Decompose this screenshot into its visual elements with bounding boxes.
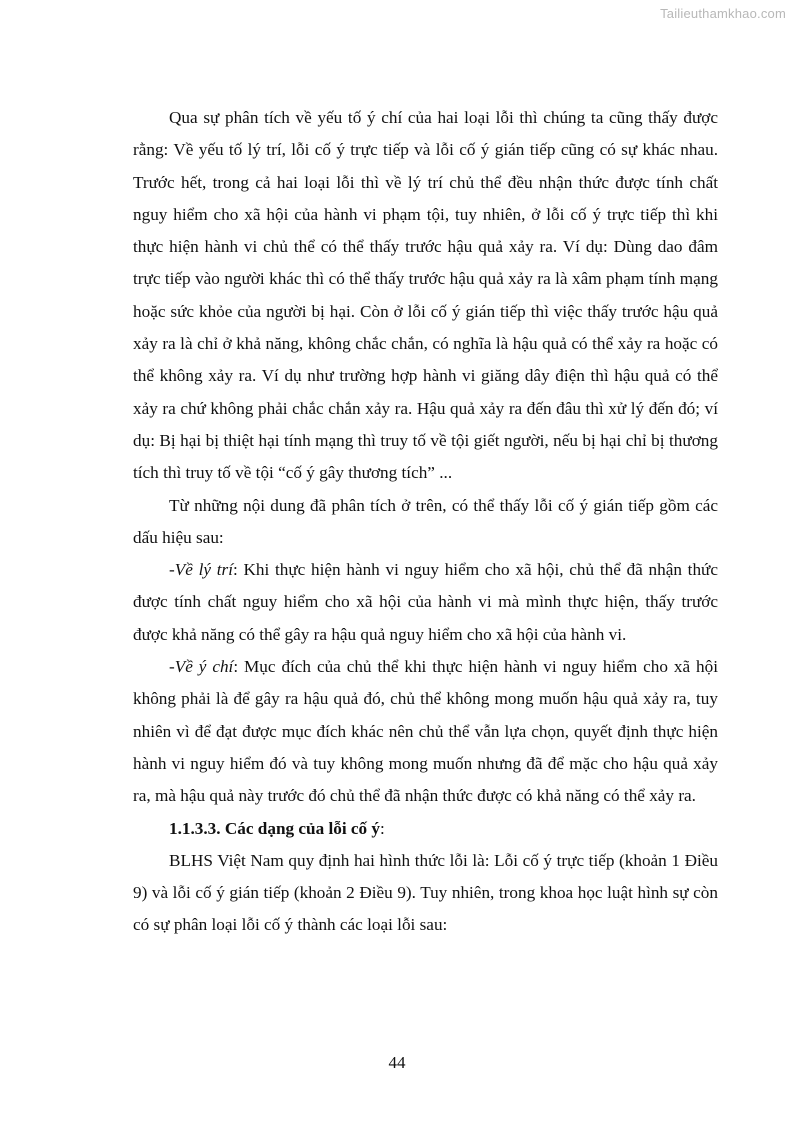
list-item-ly-tri <box>133 554 718 651</box>
section-heading <box>133 813 718 845</box>
list-item-y-chi <box>133 651 718 812</box>
watermark: Tailieuthamkhao.com <box>660 6 786 21</box>
list-item-label: Về ý chí <box>174 657 234 677</box>
list-item-prefix: - <box>169 560 175 580</box>
paragraph-closing: BLHS Việt Nam quy định hai hình thức lỗi là: Lỗi cố ý trực tiếp (khoản 1 Điều 9) và lỗi cố ý gián tiếp (khoản 2 Điều 9). Tuy nhiên, trong khoa học luật hình sự còn có sự phân loại lỗi cố ý thành các loại lỗi sau: <box>133 850 718 935</box>
list-item-text: : Khi thực hiện hành vi nguy hiểm cho xã hội, chủ thể đã nhận thức được tính chất nguy hiểm cho xã hội của hành vi mà mình thực hiện, thấy trước được khả năng có thể gây ra hậu quả nguy hiểm cho xã hội của hành vi. <box>133 560 718 644</box>
list-item-prefix: - <box>169 657 175 677</box>
list-item-label: Về lý trí <box>174 560 233 580</box>
page-number: 44 <box>388 1053 406 1072</box>
section-heading-colon: : <box>380 818 385 838</box>
list-item-text: : Mục đích của chủ thể khi thực hiện hành vi nguy hiểm cho xã hội không phải là để gây ra hậu quả đó, chủ thể không mong muốn hậu quả xảy ra, tuy nhiên vì để đạt được mục đích khác nên chủ thể vẫn lựa chọn, quyết định thực hiện hành vi nguy hiểm đó và tuy không mong muốn nhưng đã để mặc cho hậu quả xảy ra, mà hậu quả này trước đó chủ thể đã nhận thức được có khả năng có thể xảy ra. <box>133 657 718 806</box>
document-body <box>133 102 718 942</box>
paragraph-2: Từ những nội dung đã phân tích ở trên, có thể thấy lỗi cố ý gián tiếp gồm các dấu hiệu sau: <box>133 495 718 547</box>
section-heading-text: 1.1.3.3. Các dạng của lỗi cố ý <box>169 818 381 838</box>
paragraph-1: Qua sự phân tích về yếu tố ý chí của hai loại lỗi thì chúng ta cũng thấy được rằng: Về yếu tố lý trí, lỗi cố ý trực tiếp và lỗi cố ý gián tiếp cũng có sự khác nhau. Trước hết, trong cả hai loại lỗi thì về lý trí chủ thể đều nhận thức được tính chất nguy hiểm cho xã hội của hành vi phạm tội, tuy nhiên, ở lỗi cố ý trực tiếp thì khi thực hiện hành vi chủ thể có thể thấy trước hậu quả xảy ra. Ví dụ: Dùng dao đâm trực tiếp vào người khác thì có thể thấy trước hậu quả xảy ra là xâm phạm tính mạng hoặc sức khỏe của người bị hại. Còn ở lỗi cố ý gián tiếp thì việc thấy trước hậu quả xảy ra là chỉ ở khả năng, không chắc chắn, có nghĩa là hậu quả có thể xảy ra hoặc có thể không xảy ra. Ví dụ như trường hợp hành vi giăng dây điện thì hậu quả có thể xảy ra chứ không phải chắc chắn xảy ra. Hậu quả xảy ra đến đâu thì xử lý đến đó; ví dụ: Bị hại bị thiệt hại tính mạng thì truy tố về tội giết người, nếu bị hại chỉ bị thương tích thì truy tố về tội “cố ý gây thương tích” ... <box>133 108 718 483</box>
